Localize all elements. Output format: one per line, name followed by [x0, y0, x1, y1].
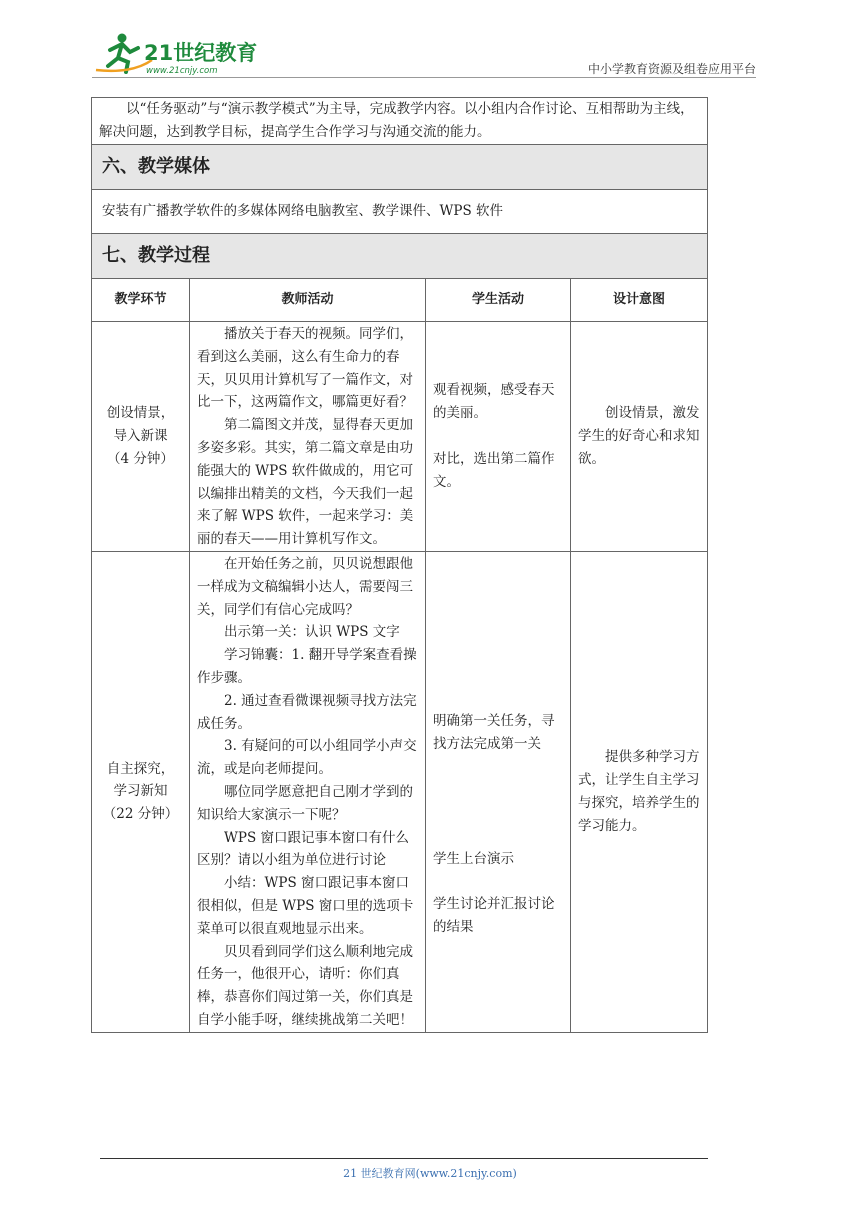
- col-header-teacher: 教师活动: [190, 279, 426, 322]
- stage-cell: 创设情景， 导入新课 （4 分钟）: [92, 322, 190, 552]
- platform-name: 中小学教育资源及组卷应用平台: [587, 62, 756, 76]
- section-title-media: 六、教学媒体: [92, 145, 708, 190]
- intro-text: 以“任务驱动”与“演示教学模式”为主导，完成教学内容。以小组内合作讨论、互相帮助为主线，解决问题，达到教学目标，提高学生合作学习与沟通交流的能力。: [92, 98, 708, 145]
- footer-divider: [100, 1158, 708, 1159]
- intro-row: [92, 98, 708, 145]
- page-header: [92, 30, 756, 78]
- section7-row: [92, 234, 708, 279]
- col-header-student: 学生活动: [426, 279, 571, 322]
- section-title-process: 七、教学过程: [92, 234, 708, 279]
- svg-text:21世纪教育: 21世纪教育: [144, 41, 258, 65]
- teacher-activity-cell: 在开始任务之前，贝贝说想跟他一样成为文稿编辑小达人，需要闯三关，同学们有信心完成吗？ 出示第一关：认识 WPS 文字 学习锦囊：1. 翻开导学案查看操作步骤。 2. 通过查看微课视频寻找方法完成任务。 3. 有疑问的可以小组同学小声交流，或是向老师提问。 哪位同学愿意把自己刚才学到的知识给大家演示一下呢？ WPS 窗口跟记事本窗口有什么区别？请以小组为单位进行讨论 小结：WPS 窗口跟记事本窗口很相似，但是 WPS 窗口里的选项卡菜单可以很直观地显示出来。 贝贝看到同学们这么顺利地完成任务一，他很开心，请听：你们真棒，恭喜你们闯过第一关，你们真是自学小能手呀，继续挑战第二关吧！: [190, 551, 426, 1032]
- section6-row: [92, 145, 708, 190]
- table-row: [92, 551, 708, 1032]
- design-intent-cell: 创设情景，激发学生的好奇心和求知欲。: [571, 322, 708, 552]
- logo-icon: [92, 30, 262, 76]
- col-header-stage: 教学环节: [92, 279, 190, 322]
- design-intent-cell: 提供多种学习方式，让学生自主学习与探究，培养学生的学习能力。: [571, 551, 708, 1032]
- table-row: [92, 322, 708, 552]
- media-content: 安装有广播教学软件的多媒体网络电脑教室、教学课件、WPS 软件: [92, 190, 708, 234]
- teacher-activity-cell: 播放关于春天的视频。同学们，看到这么美丽，这么有生命力的春天，贝贝用计算机写了一篇作文，对比一下，这两篇作文，哪篇更好看？ 第二篇图文并茂，显得春天更加多姿多彩。其实，第二篇文章是由功能强大的 WPS 软件做成的，用它可以编排出精美的文档，今天我们一起来了解 WPS 软件，一起来学习：美丽的春天——用计算机写作文。: [190, 322, 426, 552]
- lesson-table: [91, 97, 708, 1033]
- student-activity-cell: 明确第一关任务，寻找方法完成第一关 学生上台演示 学生讨论并汇报讨论的结果: [426, 551, 571, 1032]
- student-activity-cell: 观看视频，感受春天的美丽。 对比，选出第二篇作文。: [426, 322, 571, 552]
- header-divider: [92, 77, 756, 78]
- media-row: [92, 190, 708, 234]
- footer-text: 21 世纪教育网(www.21cnjy.com): [343, 1167, 517, 1180]
- svg-text:www.21cnjy.com: www.21cnjy.com: [146, 66, 218, 76]
- column-header-row: [92, 279, 708, 322]
- col-header-intent: 设计意图: [571, 279, 708, 322]
- stage-cell: 自主探究， 学习新知 （22 分钟）: [92, 551, 190, 1032]
